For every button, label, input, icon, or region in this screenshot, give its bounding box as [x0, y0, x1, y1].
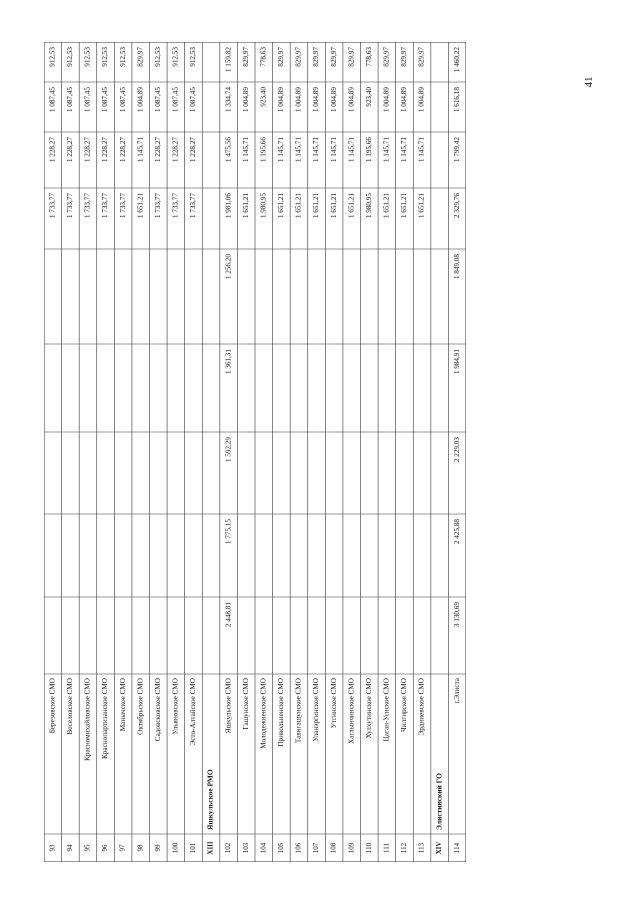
- value-cell: 1 361,31: [224, 349, 233, 375]
- value-cell: 2 448,81: [224, 602, 233, 628]
- value-cell: 2 425,88: [452, 519, 461, 545]
- row-number: XIII: [206, 841, 215, 855]
- value-cell: 829,97: [382, 47, 391, 67]
- row-number: 96: [101, 844, 110, 852]
- value-cell: 1 651,21: [329, 193, 338, 219]
- settlement-name: Красномихайловское СМО: [83, 678, 92, 761]
- settlement-name: Утгинское СМО: [329, 678, 338, 729]
- settlement-name: Эсто-Алтайское СМО: [189, 678, 198, 746]
- value-cell: 1 145,71: [329, 137, 338, 163]
- value-cell: 1 775,15: [224, 519, 233, 545]
- value-cell: 1 733,77: [66, 193, 75, 219]
- value-cell: 1 004,89: [277, 87, 286, 113]
- value-cell: 778,63: [364, 47, 373, 67]
- settlement-name: Октябрьское СМО: [136, 678, 145, 735]
- settlement-name: Цаган-Уснское СМО: [382, 678, 391, 742]
- value-cell: 912,53: [153, 47, 162, 67]
- row-number: 103: [241, 842, 250, 854]
- value-cell: 1 980,95: [259, 193, 268, 219]
- settlement-name: Гашунское СМО: [241, 678, 250, 730]
- value-cell: 912,53: [66, 47, 75, 67]
- row-number: XIV: [435, 841, 444, 855]
- value-cell: 1 087,45: [83, 87, 92, 113]
- settlement-name: Молодежненское СМО: [259, 678, 268, 749]
- value-cell: 1 145,71: [294, 137, 303, 163]
- section-name: Яшкульское РМО: [205, 769, 215, 830]
- value-cell: 829,97: [277, 47, 286, 67]
- value-cell: 1 145,71: [136, 137, 145, 163]
- settlement-name: Манычское СМО: [118, 678, 127, 732]
- row-number: 99: [153, 844, 162, 852]
- value-cell: 1 799,42: [452, 137, 461, 163]
- value-cell: 1 087,45: [171, 87, 180, 113]
- value-cell: 829,97: [294, 47, 303, 67]
- data-table-svg: [44, 42, 466, 862]
- value-cell: 1 651,21: [417, 193, 426, 219]
- row-number: 94: [65, 844, 74, 852]
- value-cell: 912,53: [189, 47, 198, 67]
- value-cell: 829,97: [329, 47, 338, 67]
- value-cell: 3 130,69: [452, 602, 461, 628]
- page-number: 41: [583, 76, 595, 88]
- row-number: 98: [136, 844, 145, 852]
- value-cell: 1 256,20: [224, 254, 233, 280]
- value-cell: 1 334,74: [224, 87, 233, 113]
- value-cell: 1 145,71: [277, 137, 286, 163]
- value-cell: 912,53: [83, 47, 92, 67]
- value-cell: 829,97: [417, 47, 426, 67]
- value-cell: 1 228,27: [48, 137, 57, 163]
- value-cell: 1 651,21: [277, 193, 286, 219]
- value-cell: 1 228,27: [189, 137, 198, 163]
- value-cell: 1 004,89: [241, 87, 250, 113]
- value-cell: 1 087,45: [101, 87, 110, 113]
- row-number: 104: [259, 842, 268, 854]
- row-number: 107: [312, 842, 321, 854]
- value-cell: 1 004,89: [329, 87, 338, 113]
- settlement-name: Тавнгашунское СМО: [294, 678, 303, 744]
- value-cell: 829,97: [347, 47, 356, 67]
- settlement-name: Хаглынчинское СМО: [347, 678, 356, 744]
- value-cell: 1 195,66: [259, 137, 268, 163]
- value-cell: 1 475,56: [224, 137, 233, 163]
- value-cell: 1 087,45: [153, 87, 162, 113]
- value-cell: 1 087,45: [189, 87, 198, 113]
- value-cell: 1 145,71: [382, 137, 391, 163]
- value-cell: 1 087,45: [48, 87, 57, 113]
- value-cell: 1 733,77: [101, 193, 110, 219]
- value-cell: 1 145,71: [400, 137, 409, 163]
- section-name: Элистинский ГО: [434, 773, 444, 830]
- value-cell: 1 984,91: [452, 349, 461, 375]
- row-number: 109: [347, 842, 356, 854]
- value-cell: 1 592,29: [224, 437, 233, 463]
- value-cell: 1 004,89: [382, 87, 391, 113]
- row-number: 114: [452, 842, 461, 854]
- value-cell: 1 195,66: [364, 137, 373, 163]
- settlement-name: г.Элиста: [452, 678, 461, 704]
- value-cell: 1 004,89: [312, 87, 321, 113]
- settlement-name: Ульяновское СМО: [171, 678, 180, 735]
- row-number: 112: [400, 842, 409, 854]
- settlement-name: Чилгирское СМО: [400, 678, 409, 732]
- settlement-name: Веселовское СМО: [66, 678, 75, 735]
- settlement-name: Яшкульское СМО: [224, 678, 233, 734]
- settlement-name: Привольненское СМО: [277, 678, 286, 747]
- value-cell: 1 228,27: [153, 137, 162, 163]
- value-cell: 912,53: [171, 47, 180, 67]
- value-cell: 1 159,82: [224, 47, 233, 73]
- value-cell: 1 004,89: [294, 87, 303, 113]
- value-cell: 1 087,45: [66, 87, 75, 113]
- value-cell: 1 733,77: [48, 193, 57, 219]
- value-cell: 1 145,71: [312, 137, 321, 163]
- settlement-name: Краснопартизанское СМО: [101, 678, 110, 759]
- row-number: 105: [276, 842, 285, 854]
- value-cell: 1 228,27: [66, 137, 75, 163]
- settlement-name: Уланэргинское СМО: [312, 678, 321, 742]
- settlement-name: Хулхутинское СМО: [364, 678, 373, 739]
- rotated-data-table: [44, 42, 466, 862]
- row-number: 108: [329, 842, 338, 854]
- value-cell: 1 087,45: [118, 87, 127, 113]
- row-number: 97: [118, 844, 127, 852]
- row-number: 110: [364, 842, 373, 854]
- value-cell: 829,97: [400, 47, 409, 67]
- settlement-name: Эрдниевское СМО: [417, 678, 426, 736]
- value-cell: 1 651,21: [347, 193, 356, 219]
- settlement-name: Садовсковское СМО: [153, 678, 162, 742]
- value-cell: 1 651,21: [400, 193, 409, 219]
- value-cell: 1 004,89: [400, 87, 409, 113]
- row-number: 111: [382, 843, 391, 853]
- value-cell: 1 651,21: [294, 193, 303, 219]
- value-cell: 1 228,27: [101, 137, 110, 163]
- value-cell: 1 228,27: [118, 137, 127, 163]
- row-number: 93: [48, 844, 57, 852]
- value-cell: 1 145,71: [241, 137, 250, 163]
- value-cell: 1 733,77: [83, 193, 92, 219]
- row-number: 101: [189, 842, 198, 854]
- value-cell: 1 004,89: [347, 87, 356, 113]
- value-cell: 1 733,77: [189, 193, 198, 219]
- value-cell: 1 004,89: [417, 87, 426, 113]
- row-number: 100: [171, 842, 180, 854]
- value-cell: 1 651,21: [136, 193, 145, 219]
- row-number: 106: [294, 842, 303, 854]
- value-cell: 1 145,71: [347, 137, 356, 163]
- value-cell: 1 616,18: [452, 87, 461, 113]
- value-cell: 1 733,77: [153, 193, 162, 219]
- value-cell: 1 460,22: [452, 47, 461, 73]
- value-cell: 923,40: [259, 87, 268, 107]
- value-cell: 2 229,03: [452, 437, 461, 463]
- value-cell: 1 980,95: [364, 193, 373, 219]
- value-cell: 829,97: [312, 47, 321, 67]
- value-cell: 1 849,08: [452, 254, 461, 280]
- value-cell: 1 651,21: [382, 193, 391, 219]
- value-cell: 1 733,77: [118, 193, 127, 219]
- row-number: 95: [83, 844, 92, 852]
- value-cell: 778,63: [259, 47, 268, 67]
- value-cell: 912,53: [118, 47, 127, 67]
- value-cell: 829,97: [241, 47, 250, 67]
- settlement-name: Березовское СМО: [48, 678, 57, 734]
- value-cell: 2 329,76: [452, 193, 461, 219]
- value-cell: 923,40: [364, 87, 373, 107]
- value-cell: 1 733,77: [171, 193, 180, 219]
- value-cell: 1 651,21: [312, 193, 321, 219]
- value-cell: 912,53: [101, 47, 110, 67]
- value-cell: 1 981,06: [224, 193, 233, 219]
- value-cell: 1 228,27: [83, 137, 92, 163]
- value-cell: 1 651,21: [241, 193, 250, 219]
- row-number: 113: [417, 842, 426, 854]
- value-cell: 912,53: [48, 47, 57, 67]
- value-cell: 1 004,89: [136, 87, 145, 113]
- value-cell: 829,97: [136, 47, 145, 67]
- row-number: 102: [224, 842, 233, 854]
- value-cell: 1 228,27: [171, 137, 180, 163]
- value-cell: 1 145,71: [417, 137, 426, 163]
